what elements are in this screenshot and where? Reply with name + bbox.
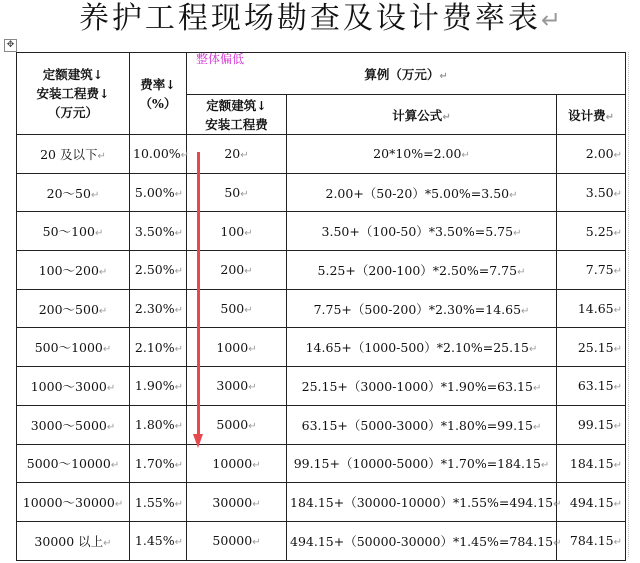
cell-formula	[287, 483, 562, 522]
cell-example-base	[187, 135, 287, 174]
cell-rate-text: 10.00%	[133, 146, 181, 162]
cell-formula-text: 3.50+（100-50）*3.50%=5.75	[321, 224, 514, 240]
return-mark: ↵	[252, 537, 261, 549]
cell-design-fee	[557, 173, 626, 212]
fee-rate-table	[16, 52, 626, 561]
cell-design-fee	[557, 212, 626, 251]
cell-range	[17, 135, 130, 174]
cell-example-base	[187, 521, 287, 560]
header-rate-text: 费率↓ （%）	[139, 76, 177, 111]
cell-example-base-text: 10000	[212, 455, 253, 471]
return-mark: ↵	[244, 305, 253, 317]
cell-example-base-text: 20	[224, 146, 241, 162]
header-rate	[130, 53, 187, 135]
cell-formula	[287, 367, 557, 406]
table-row	[17, 367, 626, 406]
cell-rate-text: 2.30%	[134, 301, 175, 317]
cell-formula	[287, 328, 557, 367]
return-mark: ↵	[174, 343, 183, 355]
cell-example-base-text: 50	[224, 185, 241, 201]
header-base-fee-text: 定额建筑↓ 安装工程费↓ （万元）	[36, 67, 110, 120]
cell-range	[17, 328, 130, 367]
down-arrow-icon	[193, 434, 203, 448]
cell-example-base-text: 1000	[216, 339, 249, 355]
table-row	[17, 135, 626, 174]
cell-range-text: 20～50	[46, 185, 91, 201]
cell-rate-text: 2.50%	[134, 262, 175, 278]
return-mark: ↵	[613, 150, 623, 162]
cell-design-fee	[557, 328, 626, 367]
cell-formula-text: 20*10%=2.00	[373, 146, 462, 162]
cell-example-base	[187, 483, 287, 522]
cell-formula	[287, 405, 557, 444]
table-row	[17, 521, 626, 560]
cell-design-fee	[557, 521, 626, 560]
cell-formula-text: 2.00+（50-20）*5.00%=3.50	[325, 185, 510, 201]
return-mark: ↵	[102, 344, 112, 356]
header-design-fee	[557, 95, 626, 135]
cell-formula	[287, 521, 562, 560]
cell-formula	[287, 212, 557, 251]
cell-range-text: 20 及以下	[40, 146, 98, 162]
table-row	[17, 173, 626, 212]
cell-rate	[130, 367, 187, 406]
cell-example-base-text: 5000	[216, 417, 249, 433]
cell-formula-text: 99.15+（10000-5000）*1.70%=184.15	[293, 456, 541, 472]
return-mark: ↵	[114, 499, 124, 511]
cell-formula	[287, 444, 557, 483]
cell-design-fee-text: 494.15	[569, 494, 614, 510]
return-mark: ↵	[252, 459, 261, 471]
cell-design-fee	[557, 367, 626, 406]
return-mark: ↵	[517, 266, 526, 278]
cell-formula-text: 63.15+（5000-3000）*1.80%=99.15	[301, 417, 533, 433]
return-mark: ↵	[98, 266, 108, 278]
cell-example-base	[187, 173, 287, 212]
cell-example-base-text: 30000	[212, 494, 253, 510]
return-mark: ↵	[174, 498, 183, 510]
cell-range	[17, 367, 130, 406]
return-mark: ↵	[553, 499, 562, 511]
cell-rate	[130, 135, 190, 174]
return-mark: ↵	[613, 537, 623, 549]
return-mark: ↵	[174, 459, 183, 471]
return-mark: ↵	[244, 227, 253, 239]
cell-example-base-text: 500	[220, 301, 245, 317]
cell-example-base-text: 50000	[212, 533, 253, 549]
cell-design-fee	[557, 289, 626, 328]
table-row	[17, 212, 626, 251]
cell-range-text: 200～500	[38, 301, 99, 317]
cell-design-fee-text: 784.15	[569, 533, 614, 549]
cell-design-fee	[557, 444, 626, 483]
table-body	[17, 135, 626, 561]
return-mark: ↵	[613, 189, 623, 201]
return-mark: ↵	[98, 305, 108, 317]
cell-rate-text: 5.00%	[134, 185, 175, 201]
cell-formula-text: 7.75+（500-200）*2.30%=14.65	[313, 301, 522, 317]
header-example-group	[187, 53, 626, 95]
cell-rate-text: 1.55%	[134, 494, 175, 510]
cell-range-text: 100～200	[38, 262, 99, 278]
cell-formula	[287, 135, 557, 174]
return-mark: ↵	[540, 6, 562, 34]
cell-range-text: 5000～10000	[26, 456, 111, 472]
header-example-group-text: 算例（万元）	[364, 66, 440, 82]
return-mark: ↵	[613, 343, 623, 355]
cell-example-base	[187, 212, 287, 251]
cell-rate	[130, 212, 187, 251]
cell-rate	[130, 173, 187, 212]
cell-rate	[130, 328, 187, 367]
cell-range	[17, 405, 130, 444]
cell-example-base	[187, 328, 287, 367]
cell-range	[17, 212, 130, 251]
return-mark: ↵	[103, 537, 112, 549]
return-mark: ↵	[513, 228, 522, 240]
cell-rate-text: 1.90%	[134, 378, 175, 394]
cell-design-fee	[557, 483, 626, 522]
cell-range	[17, 173, 130, 212]
cell-rate-text: 1.45%	[134, 533, 175, 549]
return-mark: ↵	[553, 537, 562, 549]
header-ex-base	[187, 95, 287, 135]
return-mark: ↵	[240, 189, 249, 201]
return-mark: ↵	[106, 382, 116, 394]
return-mark: ↵	[180, 150, 190, 162]
header-formula	[287, 95, 557, 135]
cell-rate	[130, 444, 187, 483]
cell-range	[17, 444, 130, 483]
cell-design-fee-text: 184.15	[569, 455, 614, 471]
cell-range	[17, 251, 130, 290]
cell-design-fee	[557, 135, 626, 174]
return-mark: ↵	[90, 189, 100, 201]
return-mark: ↵	[106, 421, 116, 433]
return-mark: ↵	[174, 266, 183, 278]
return-mark: ↵	[439, 70, 448, 82]
cell-design-fee-text: 99.15	[577, 417, 614, 433]
cell-range-text: 50～100	[42, 224, 95, 240]
return-mark: ↵	[174, 537, 183, 549]
return-mark: ↵	[174, 382, 183, 394]
return-mark: ↵	[613, 382, 623, 394]
cell-range-text: 30000 以上	[34, 533, 104, 549]
cell-range	[17, 289, 130, 328]
annotation-arrow-shaft	[197, 152, 200, 436]
cell-range	[17, 483, 130, 522]
return-mark: ↵	[442, 111, 451, 123]
cell-rate	[130, 405, 187, 444]
cell-formula-text: 25.15+（3000-1000）*1.90%=63.15	[301, 378, 533, 394]
cell-rate	[130, 521, 187, 560]
return-mark: ↵	[613, 227, 623, 239]
return-mark: ↵	[174, 305, 183, 317]
return-mark: ↵	[240, 150, 249, 162]
header-design-fee-text: 设计费	[568, 107, 606, 123]
header-row-1	[17, 53, 626, 95]
cell-rate-text: 1.70%	[134, 455, 175, 471]
table-edge-guide	[628, 52, 630, 557]
cell-range-text: 10000～30000	[22, 495, 115, 511]
return-mark: ↵	[174, 189, 183, 201]
cell-formula	[287, 289, 557, 328]
return-mark: ↵	[613, 459, 623, 471]
cell-example-base	[187, 444, 287, 483]
cell-formula-text: 14.65+（1000-500）*2.10%=25.15	[305, 340, 529, 356]
cell-rate	[130, 289, 187, 328]
cell-example-base-text: 100	[220, 223, 245, 239]
cell-rate-text: 3.50%	[134, 223, 175, 239]
cell-example-base-text: 3000	[216, 378, 249, 394]
cell-example-base	[187, 367, 287, 406]
return-mark: ↵	[244, 266, 253, 278]
page-title	[0, 0, 640, 39]
cell-design-fee	[557, 251, 626, 290]
cell-design-fee-text: 63.15	[577, 378, 614, 394]
cell-range	[17, 521, 130, 560]
return-mark: ↵	[248, 382, 257, 394]
return-mark: ↵	[248, 421, 257, 433]
return-mark: ↵	[174, 421, 183, 433]
return-mark: ↵	[540, 460, 550, 472]
cell-rate-text: 2.10%	[134, 339, 175, 355]
return-mark: ↵	[248, 343, 257, 355]
cell-formula-text: 5.25+（200-100）*2.50%=7.75	[317, 262, 518, 278]
return-mark: ↵	[97, 150, 106, 162]
cell-example-base-text: 200	[220, 262, 245, 278]
return-mark: ↵	[461, 150, 470, 162]
cell-design-fee-text: 3.50	[585, 185, 614, 201]
return-mark: ↵	[532, 421, 542, 433]
table-row	[17, 483, 626, 522]
cell-range-text: 1000～3000	[30, 378, 107, 394]
cell-formula	[287, 251, 557, 290]
cell-formula-text: 184.15+（30000-10000）*1.55%=494.15	[290, 495, 554, 511]
return-mark: ↵	[605, 111, 614, 123]
cell-design-fee-text: 25.15	[577, 339, 614, 355]
return-mark: ↵	[252, 498, 261, 510]
return-mark: ↵	[613, 305, 623, 317]
return-mark: ↵	[110, 460, 120, 472]
annotation-label: 整体偏低	[196, 52, 245, 66]
return-mark: ↵	[613, 498, 623, 510]
return-mark: ↵	[613, 421, 623, 433]
header-ex-base-text: 定额建筑↓ 安装工程费	[205, 97, 268, 132]
header-base-fee	[17, 53, 130, 135]
cell-formula-text: 494.15+（50000-30000）*1.45%=784.15	[290, 533, 554, 549]
title-text: 养护工程现场勘查及设计费率表	[78, 1, 541, 36]
return-mark: ↵	[521, 305, 530, 317]
cell-formula	[287, 173, 557, 212]
cell-design-fee-text: 14.65	[577, 301, 614, 317]
header-formula-text: 计算公式	[392, 107, 443, 123]
cell-range-text: 500～1000	[34, 340, 103, 356]
return-mark: ↵	[613, 266, 623, 278]
cell-range-text: 3000～5000	[30, 417, 107, 433]
cell-rate-text: 1.80%	[134, 417, 175, 433]
table-row	[17, 328, 626, 367]
table-row	[17, 289, 626, 328]
return-mark: ↵	[174, 227, 183, 239]
return-mark: ↵	[509, 189, 518, 201]
return-mark: ↵	[532, 382, 542, 394]
cell-design-fee	[557, 405, 626, 444]
cell-design-fee-text: 2.00	[585, 146, 614, 162]
cell-example-base	[187, 289, 287, 328]
cell-design-fee-text: 7.75	[585, 262, 614, 278]
cell-rate	[130, 483, 187, 522]
table-row	[17, 444, 626, 483]
return-mark: ↵	[94, 228, 104, 240]
table-row	[17, 405, 626, 444]
table-row	[17, 251, 626, 290]
move-handle-icon[interactable]: ✥	[4, 39, 17, 52]
cell-example-base	[187, 251, 287, 290]
return-mark: ↵	[528, 344, 538, 356]
cell-rate	[130, 251, 187, 290]
cell-design-fee-text: 5.25	[585, 223, 614, 239]
